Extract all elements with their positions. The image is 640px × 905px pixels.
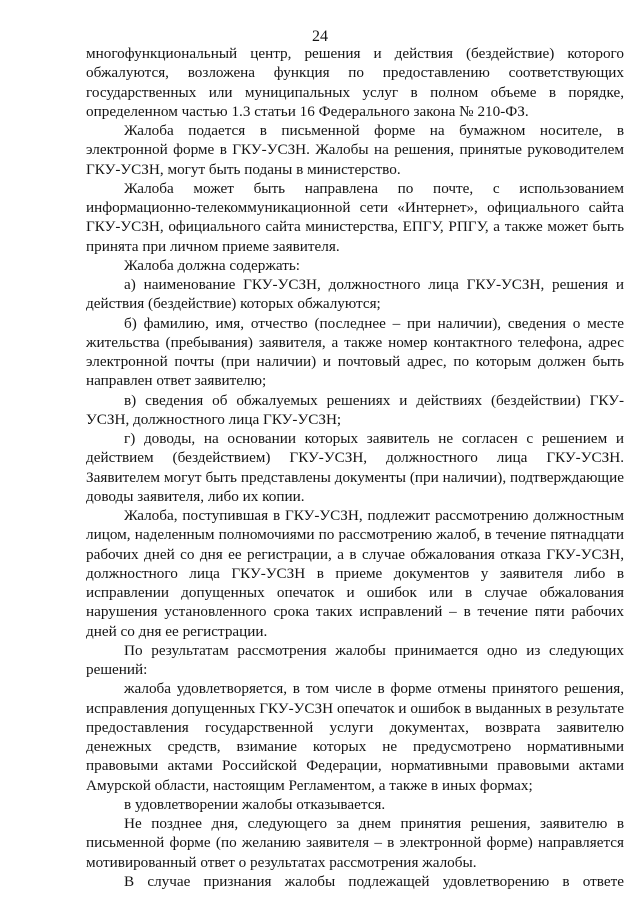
document-body [86, 44, 624, 891]
paragraph-continuation: многофункциональный центр, решения и действия (бездействие) которого обжалуются, возложена функция по предоставлению соответствующих государственных или муниципальных услуг в полном объеме в порядке, определенном частью 1.3 статьи 16 Федерального закона № 210-ФЗ. [86, 45, 624, 120]
list-item-v: в) сведения об обжалуемых решениях и действиях (бездействии) ГКУ-УСЗН, должностного лица ГКУ-УСЗН; [86, 391, 624, 428]
paragraph-complaint-satisfied: жалоба удовлетворяется, в том числе в форме отмены принятого решения, исправления допущенных ГКУ-УСЗН опечаток и ошибок в выданных в результате предоставления государственной услуги документах, возврата заявителю денежных средств, взимание которых не предусмотрено нормативными правовыми актами Российской Федерации, нормативными правовыми актами Амурской области, настоящим Регламентом, а также в иных формах; [86, 680, 624, 794]
paragraph-review-period: Жалоба, поступившая в ГКУ-УСЗН, подлежит рассмотрению должностным лицом, наделенным полномочиями по рассмотрению жалоб, в течение пятнадцати рабочих дней со дня ее регистрации, а в случае обжалования отказа ГКУ-УСЗН, должностного лица ГКУ-УСЗН в приеме документов у заявителя либо в исправлении допущенных опечаток и ошибок или в случае обжалования нарушения установленного срока таких исправлений – в течение пяти рабочих дней со дня ее регистрации. [86, 507, 624, 640]
page-number: 24 [312, 28, 328, 45]
paragraph-response-deadline: Не позднее дня, следующего за днем принятия решения, заявителю в письменной форме (по желанию заявителя – в электронной форме) направляется мотивированный ответ о результатах рассмотрения жалобы. [86, 815, 624, 871]
list-item-g: г) доводы, на основании которых заявитель не согласен с решением и действием (бездействием) ГКУ-УСЗН, должностного лица ГКУ-УСЗН. Заявителем могут быть представлены документы (при наличии), подтверждающие доводы заявителя, либо их копии. [86, 430, 624, 505]
paragraph-satisfied-response: В случае признания жалобы подлежащей удовлетворению в ответе [124, 872, 624, 890]
paragraph-complaint-contents-intro: Жалоба должна содержать: [124, 256, 300, 274]
paragraph-complaint-rejected: в удовлетворении жалобы отказывается. [124, 795, 386, 813]
list-item-b: б) фамилию, имя, отчество (последнее – при наличии), сведения о месте жительства (пребывания) заявителя, а также номер контактного телефона, адрес электронной почты (при наличии) и почтовый адрес, по которым должен быть направлен ответ заявителю; [86, 314, 624, 390]
paragraph-complaint-channels: Жалоба может быть направлена по почте, с использованием информационно-телекоммуникационной сети «Интернет», официального сайта ГКУ-УСЗН, официального сайта министерства, ЕПГУ, РПГУ, а также может быть принята при личном приеме заявителя. [86, 179, 624, 255]
list-item-a: а) наименование ГКУ-УСЗН, должностного лица ГКУ-УСЗН, решения и действия (бездействие) которых обжалуются; [86, 276, 624, 313]
paragraph-complaint-submission: Жалоба подается в письменной форме на бумажном носителе, в электронной форме в ГКУ-УСЗН. Жалобы на решения, принятые руководителем ГКУ-УСЗН, могут быть поданы в министерство. [86, 122, 624, 178]
paragraph-review-results: По результатам рассмотрения жалобы принимается одно из следующих решений: [86, 641, 624, 678]
